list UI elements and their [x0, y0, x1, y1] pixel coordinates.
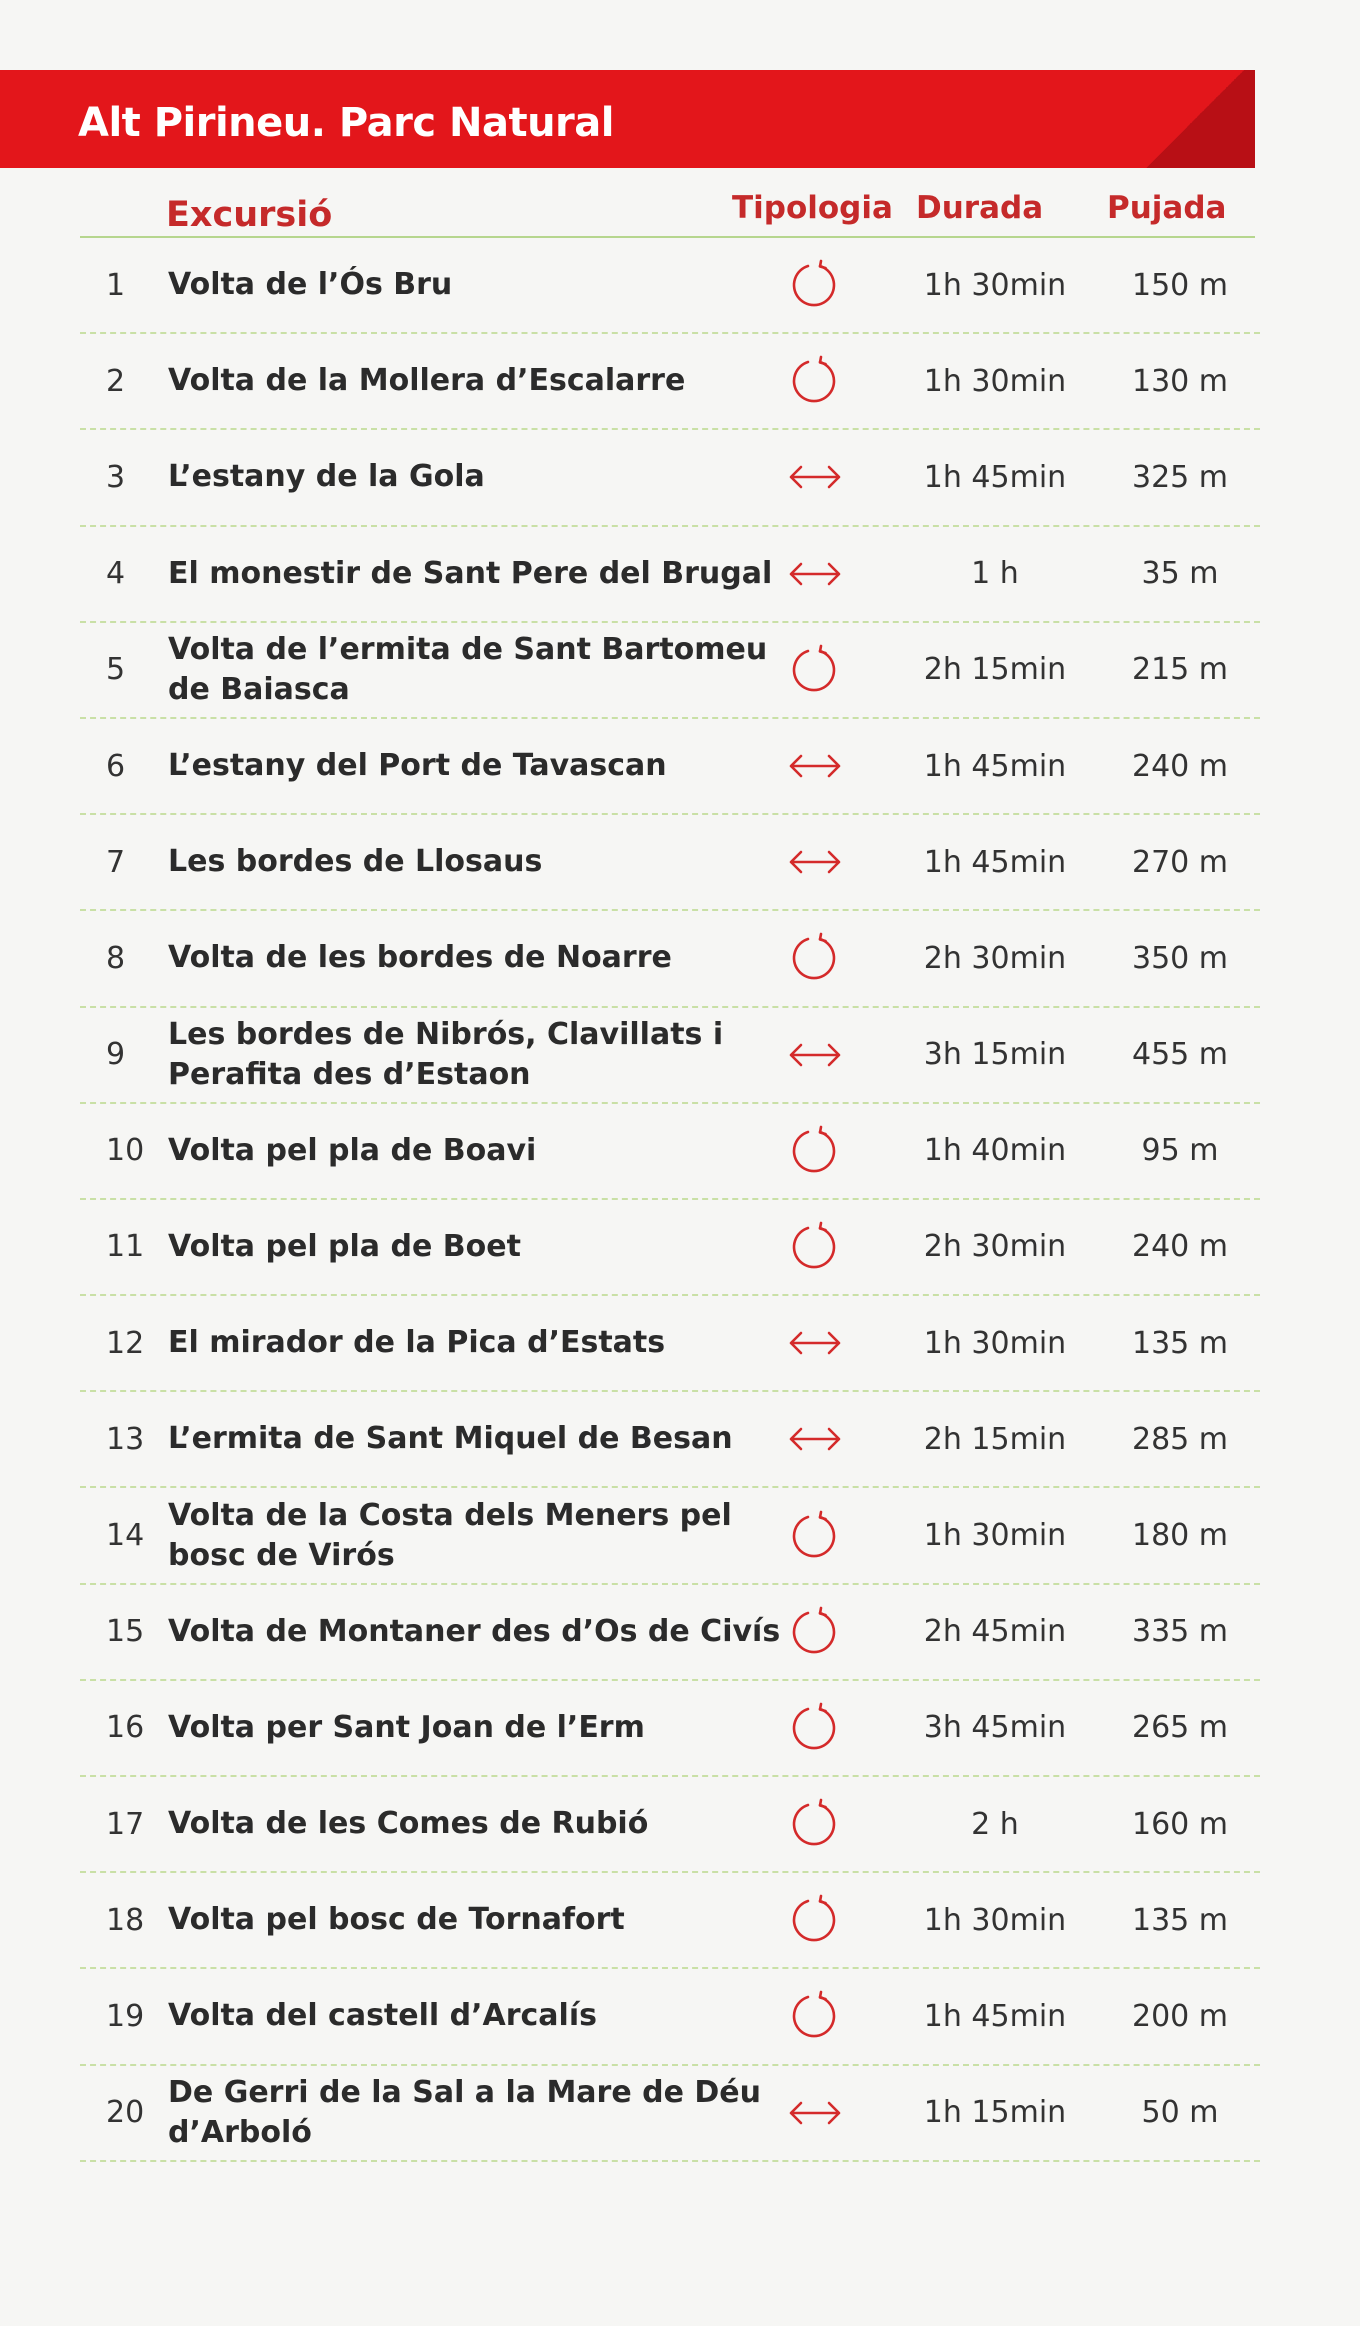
route-ascent: 95 m: [1141, 1133, 1219, 1169]
route-number: 9: [106, 1037, 126, 1073]
table-row: [80, 1488, 1260, 1584]
route-duration: 2h 30min: [923, 1229, 1067, 1265]
route-ascent: 285 m: [1131, 1421, 1229, 1457]
table-row: [80, 1777, 1260, 1873]
route-ascent: 350 m: [1131, 940, 1229, 976]
route-name: Volta de les bordes de Noarre: [168, 940, 672, 976]
route-name: Volta pel pla de Boet: [168, 1228, 521, 1264]
round-trip-icon: [780, 2066, 850, 2160]
table-row: [80, 1873, 1260, 1969]
table-row: [80, 1296, 1260, 1392]
route-number: 18: [106, 1902, 145, 1938]
table-row: [80, 1392, 1260, 1488]
route-duration: 1h 30min: [923, 363, 1067, 399]
route-ascent: 455 m: [1131, 1037, 1229, 1073]
route-name: Volta de l’Ós Bru: [168, 267, 453, 303]
section-title: Alt Pirineu. Parc Natural: [78, 100, 614, 146]
route-duration: 3h 15min: [923, 1037, 1067, 1073]
route-number: 14: [106, 1518, 145, 1554]
routes-table: [80, 238, 1260, 2162]
route-duration: 1h 30min: [923, 267, 1067, 303]
route-duration: 3h 45min: [923, 1710, 1067, 1746]
route-name: El mirador de la Pica d’Estats: [168, 1325, 666, 1361]
table-row: [80, 527, 1260, 623]
route-duration: 1h 30min: [923, 1902, 1067, 1938]
route-ascent: 265 m: [1131, 1710, 1229, 1746]
route-ascent: 130 m: [1131, 363, 1229, 399]
table-row: [80, 1200, 1260, 1296]
table-row: [80, 430, 1260, 526]
route-number: 17: [106, 1806, 145, 1842]
route-ascent: 180 m: [1131, 1518, 1229, 1554]
route-duration: 2h 30min: [923, 940, 1067, 976]
route-ascent: 35 m: [1141, 556, 1219, 592]
route-ascent: 135 m: [1131, 1902, 1229, 1938]
route-number: 1: [106, 267, 126, 303]
route-duration: 1h 40min: [923, 1133, 1067, 1169]
table-row: [80, 623, 1260, 719]
route-ascent: 335 m: [1131, 1614, 1229, 1650]
route-ascent: 135 m: [1131, 1325, 1229, 1361]
table-row: [80, 1585, 1260, 1681]
route-duration: 1h 30min: [923, 1325, 1067, 1361]
round-trip-icon: [780, 430, 850, 524]
route-name: Volta de les Comes de Rubió: [168, 1806, 649, 1842]
round-trip-icon: [780, 1392, 850, 1486]
table-row: [80, 815, 1260, 911]
round-trip-icon: [780, 1296, 850, 1390]
route-number: 8: [106, 940, 126, 976]
round-trip-icon: [780, 815, 850, 909]
route-name: Les bordes de Nibrós, Clavillats i Perafita des d’Estaon: [168, 1016, 724, 1092]
route-ascent: 270 m: [1131, 844, 1229, 880]
route-number: 11: [106, 1229, 145, 1265]
route-number: 7: [106, 844, 126, 880]
circular-icon: [780, 1200, 850, 1294]
route-duration: 1h 15min: [923, 2095, 1067, 2131]
header-pujada: Pujada: [1107, 190, 1227, 226]
route-ascent: 215 m: [1131, 652, 1229, 688]
route-name: Volta pel bosc de Tornafort: [168, 1902, 625, 1938]
route-number: 12: [106, 1325, 145, 1361]
route-ascent: 240 m: [1131, 748, 1229, 784]
section-banner: [0, 70, 1255, 168]
header-durada: Durada: [916, 190, 1044, 226]
circular-icon: [780, 623, 850, 717]
route-duration: 1h 45min: [923, 459, 1067, 495]
table-row: [80, 2066, 1260, 2162]
route-ascent: 200 m: [1131, 1998, 1229, 2034]
circular-icon: [780, 1777, 850, 1871]
round-trip-icon: [780, 1008, 850, 1102]
route-name: Les bordes de Llosaus: [168, 844, 543, 880]
route-name: L’ermita de Sant Miquel de Besan: [168, 1421, 733, 1457]
circular-icon: [780, 1681, 850, 1775]
route-number: 20: [106, 2095, 145, 2131]
route-duration: 1 h: [971, 556, 1019, 592]
route-ascent: 50 m: [1141, 2095, 1219, 2131]
table-row: [80, 911, 1260, 1007]
route-duration: 2h 15min: [923, 1421, 1067, 1457]
circular-icon: [780, 1873, 850, 1967]
table-row: [80, 719, 1260, 815]
route-name: Volta de la Mollera d’Escalarre: [168, 363, 686, 399]
route-name: L’estany de la Gola: [168, 459, 485, 495]
route-ascent: 150 m: [1131, 267, 1229, 303]
table-row: [80, 1969, 1260, 2065]
circular-icon: [780, 1488, 850, 1582]
route-name: De Gerri de la Sal a la Mare de Déu d’Arboló: [168, 2074, 762, 2150]
route-number: 3: [106, 459, 126, 495]
table-row: [80, 1104, 1260, 1200]
circular-icon: [780, 1969, 850, 2063]
table-row: [80, 1681, 1260, 1777]
route-duration: 1h 30min: [923, 1518, 1067, 1554]
route-duration: 1h 45min: [923, 748, 1067, 784]
route-duration: 2h 15min: [923, 652, 1067, 688]
route-duration: 1h 45min: [923, 1998, 1067, 2034]
route-name: Volta per Sant Joan de l’Erm: [168, 1709, 645, 1745]
round-trip-icon: [780, 719, 850, 813]
route-duration: 2 h: [971, 1806, 1019, 1842]
route-number: 10: [106, 1133, 145, 1169]
circular-icon: [780, 911, 850, 1005]
route-ascent: 160 m: [1131, 1806, 1229, 1842]
route-name: El monestir de Sant Pere del Brugal: [168, 555, 773, 591]
route-number: 4: [106, 556, 126, 592]
route-number: 19: [106, 1998, 145, 2034]
route-number: 2: [106, 363, 126, 399]
header-excursio: Excursió: [166, 195, 333, 235]
circular-icon: [780, 238, 850, 332]
circular-icon: [780, 1585, 850, 1679]
route-name: L’estany del Port de Tavascan: [168, 748, 667, 784]
circular-icon: [780, 1104, 850, 1198]
route-number: 16: [106, 1710, 145, 1746]
route-duration: 2h 45min: [923, 1614, 1067, 1650]
route-name: Volta del castell d’Arcalís: [168, 1998, 597, 2034]
header-tipologia: Tipologia: [732, 190, 893, 226]
route-name: Volta pel pla de Boavi: [168, 1132, 537, 1168]
round-trip-icon: [780, 527, 850, 621]
table-row: [80, 238, 1260, 334]
route-number: 13: [106, 1421, 145, 1457]
table-row: [80, 1008, 1260, 1104]
route-number: 6: [106, 748, 126, 784]
route-name: Volta de Montaner des d’Os de Civís: [168, 1613, 781, 1649]
route-ascent: 325 m: [1131, 459, 1229, 495]
route-name: Volta de l’ermita de Sant Bartomeu de Baiasca: [168, 631, 768, 707]
route-ascent: 240 m: [1131, 1229, 1229, 1265]
circular-icon: [780, 334, 850, 428]
table-row: [80, 334, 1260, 430]
route-duration: 1h 45min: [923, 844, 1067, 880]
route-number: 5: [106, 652, 126, 688]
route-number: 15: [106, 1614, 145, 1650]
route-name: Volta de la Costa dels Meners pel bosc de Virós: [168, 1497, 732, 1573]
